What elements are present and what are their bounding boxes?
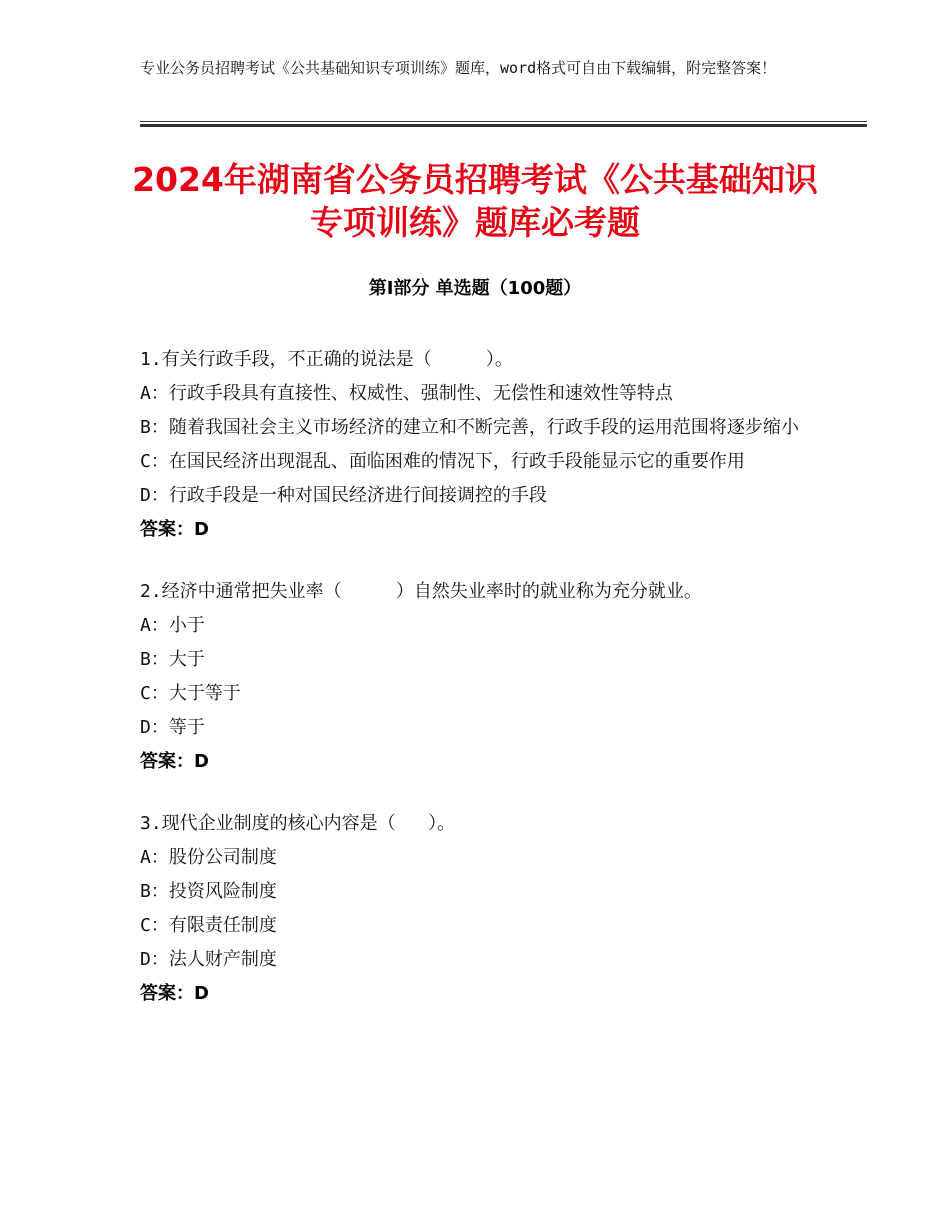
option-d: D：行政手段是一种对国民经济进行间接调控的手段	[140, 485, 547, 506]
section-heading: 第I部分 单选题（100题）	[368, 278, 582, 299]
option-c: C：有限责任制度	[140, 915, 277, 936]
option-a: A：股份公司制度	[140, 847, 277, 868]
option-b: B：大于	[140, 649, 205, 670]
question-1	[140, 343, 810, 547]
question-stem: 1.有关行政手段，不正确的说法是（ ）。	[140, 349, 513, 370]
question-stem: 2.经济中通常把失业率（ ）自然失业率时的就业称为充分就业。	[140, 581, 702, 602]
header-divider-thick	[140, 124, 867, 127]
answer: 答案：D	[140, 519, 209, 540]
option-d: D：法人财产制度	[140, 949, 277, 970]
option-c: C：在国民经济出现混乱、面临困难的情况下，行政手段能显示它的重要作用	[140, 451, 745, 472]
question-stem: 3.现代企业制度的核心内容是（ ）。	[140, 813, 456, 834]
header-note: 专业公务员招聘考试《公共基础知识专项训练》题库，word格式可自由下载编辑，附完整答案！	[140, 59, 777, 77]
document-title: 2024年湖南省公务员招聘考试《公共基础知识专项训练》题库必考题	[132, 160, 818, 242]
answer: 答案：D	[140, 983, 209, 1004]
option-b: B：随着我国社会主义市场经济的建立和不断完善，行政手段的运用范围将逐步缩小	[140, 417, 799, 438]
question-2	[140, 575, 810, 779]
option-c: C：大于等于	[140, 683, 241, 704]
option-a: A：行政手段具有直接性、权威性、强制性、无偿性和速效性等特点	[140, 383, 673, 404]
header-divider-thin	[140, 121, 867, 122]
option-d: D：等于	[140, 717, 205, 738]
option-b: B：投资风险制度	[140, 881, 277, 902]
question-list	[140, 343, 810, 1039]
question-3	[140, 807, 810, 1011]
answer: 答案：D	[140, 751, 209, 772]
option-a: A：小于	[140, 615, 205, 636]
